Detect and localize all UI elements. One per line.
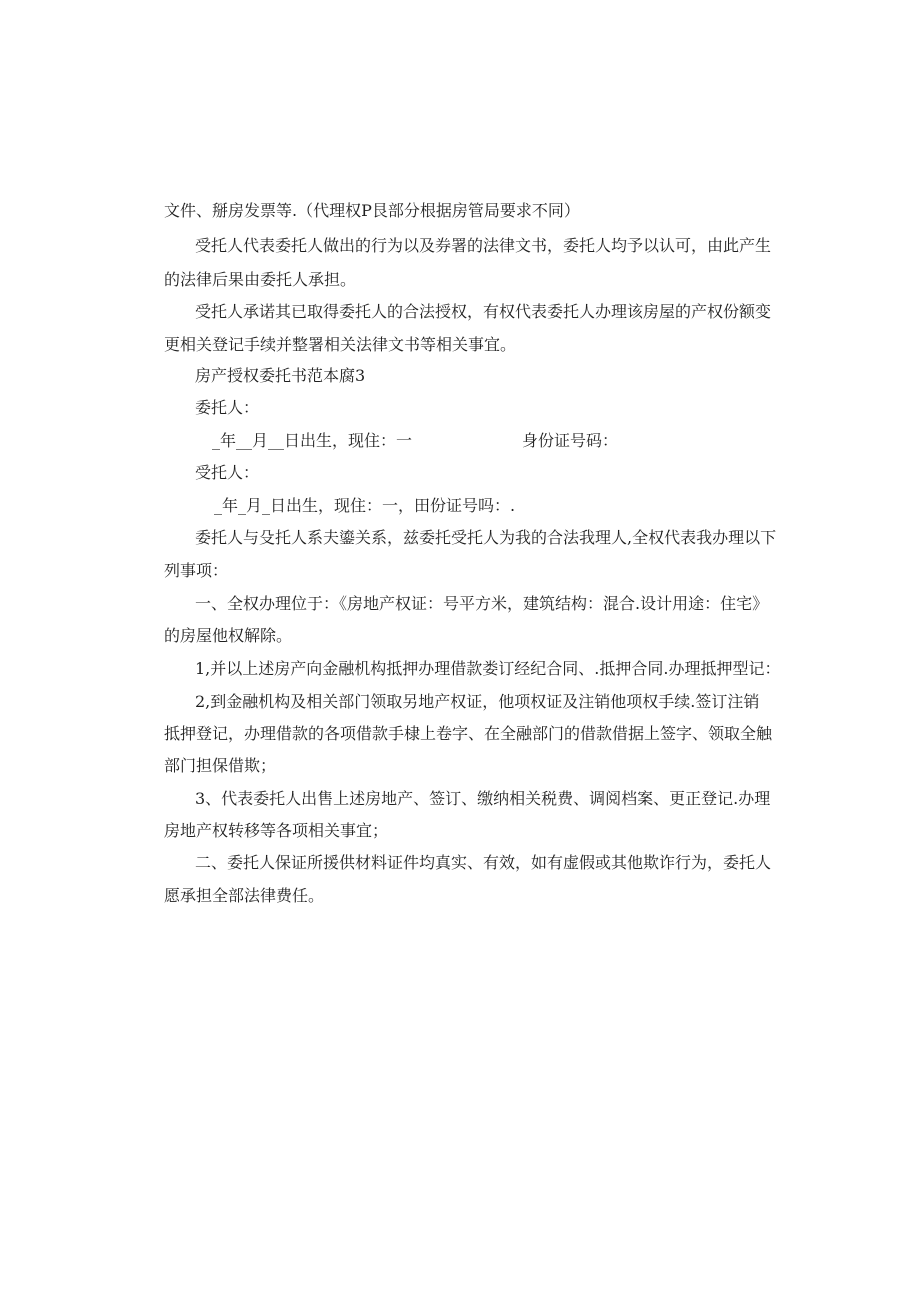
doc-item-two-cont: 愿承担全部法律费任。: [164, 886, 325, 905]
doc-section-heading: 房产授权委托书范本腐3: [195, 366, 366, 385]
doc-subitem-3: 3、代表委托人出售上述房地产、签订、缴纳相关税费、调阅档案、更正登记.办理: [195, 789, 771, 808]
doc-line-relationship: 委托人与殳托人系夫鎏关系，兹委托受托人为我的合法我理人,全权代表我办理以下: [195, 528, 777, 547]
doc-line-agent-info: _年_月_日出生，现住：一，田份证号吗：.: [214, 496, 516, 515]
doc-subitem-2-cont: 抵押登记，办理借款的各项借款手棣上卷字、在全融部门的借款借据上签字、领取全触: [164, 724, 773, 743]
doc-item-one-cont: 的房屋他权解除。: [164, 626, 293, 645]
doc-subitem-2-cont2: 部门担保借欺；: [164, 756, 277, 775]
principal-birth-address: _年__月__日出生，现住：一: [212, 431, 413, 450]
doc-line-promise: 受托人承诺其已取得委托人的合法授权，有权代表委托人办理该房屋的产权份额变: [195, 302, 772, 321]
doc-item-two: 二、委托人保证所援供材料证件均真实、有效，如有虚假或其他欺诈行为，委托人: [195, 853, 772, 872]
doc-subitem-1: 1,并以上述房产向金融机构抵押办理借款娄订经纪合同、.抵押合同.办理抵押型记：: [195, 659, 781, 678]
doc-line-promise-cont: 更相关登记手续并整署相关法律文书等相关事宜。: [164, 335, 517, 354]
doc-item-one: 一、全权办理位于：《房地产权证：号平方米，建筑结构：混合.设计用途：住宅》: [195, 594, 769, 613]
doc-line-attachments: 文件、掰房发票等.（代理权P艮部分根据房管局要求不同）: [164, 201, 580, 220]
doc-subitem-3-cont: 房地产权转移等各项相关事宜；: [164, 821, 389, 840]
doc-line-acknowledge: 受托人代表委托人做出的行为以及券署的法律文书，委托人均予以认可，由此产生: [195, 236, 772, 255]
doc-subitem-2: 2,到金融机构及相关部门领取另地产权证，他项权证及注销他项权手续.签订注销: [195, 692, 760, 711]
principal-id-number: 身份证号码：: [522, 431, 619, 450]
doc-line-acknowledge-cont: 的法律后果由委托人承担。: [164, 270, 357, 289]
doc-line-relationship-cont: 列事项：: [164, 561, 229, 580]
doc-line-principal: 委托人：: [195, 398, 260, 417]
doc-line-agent: 受托人：: [195, 463, 260, 482]
